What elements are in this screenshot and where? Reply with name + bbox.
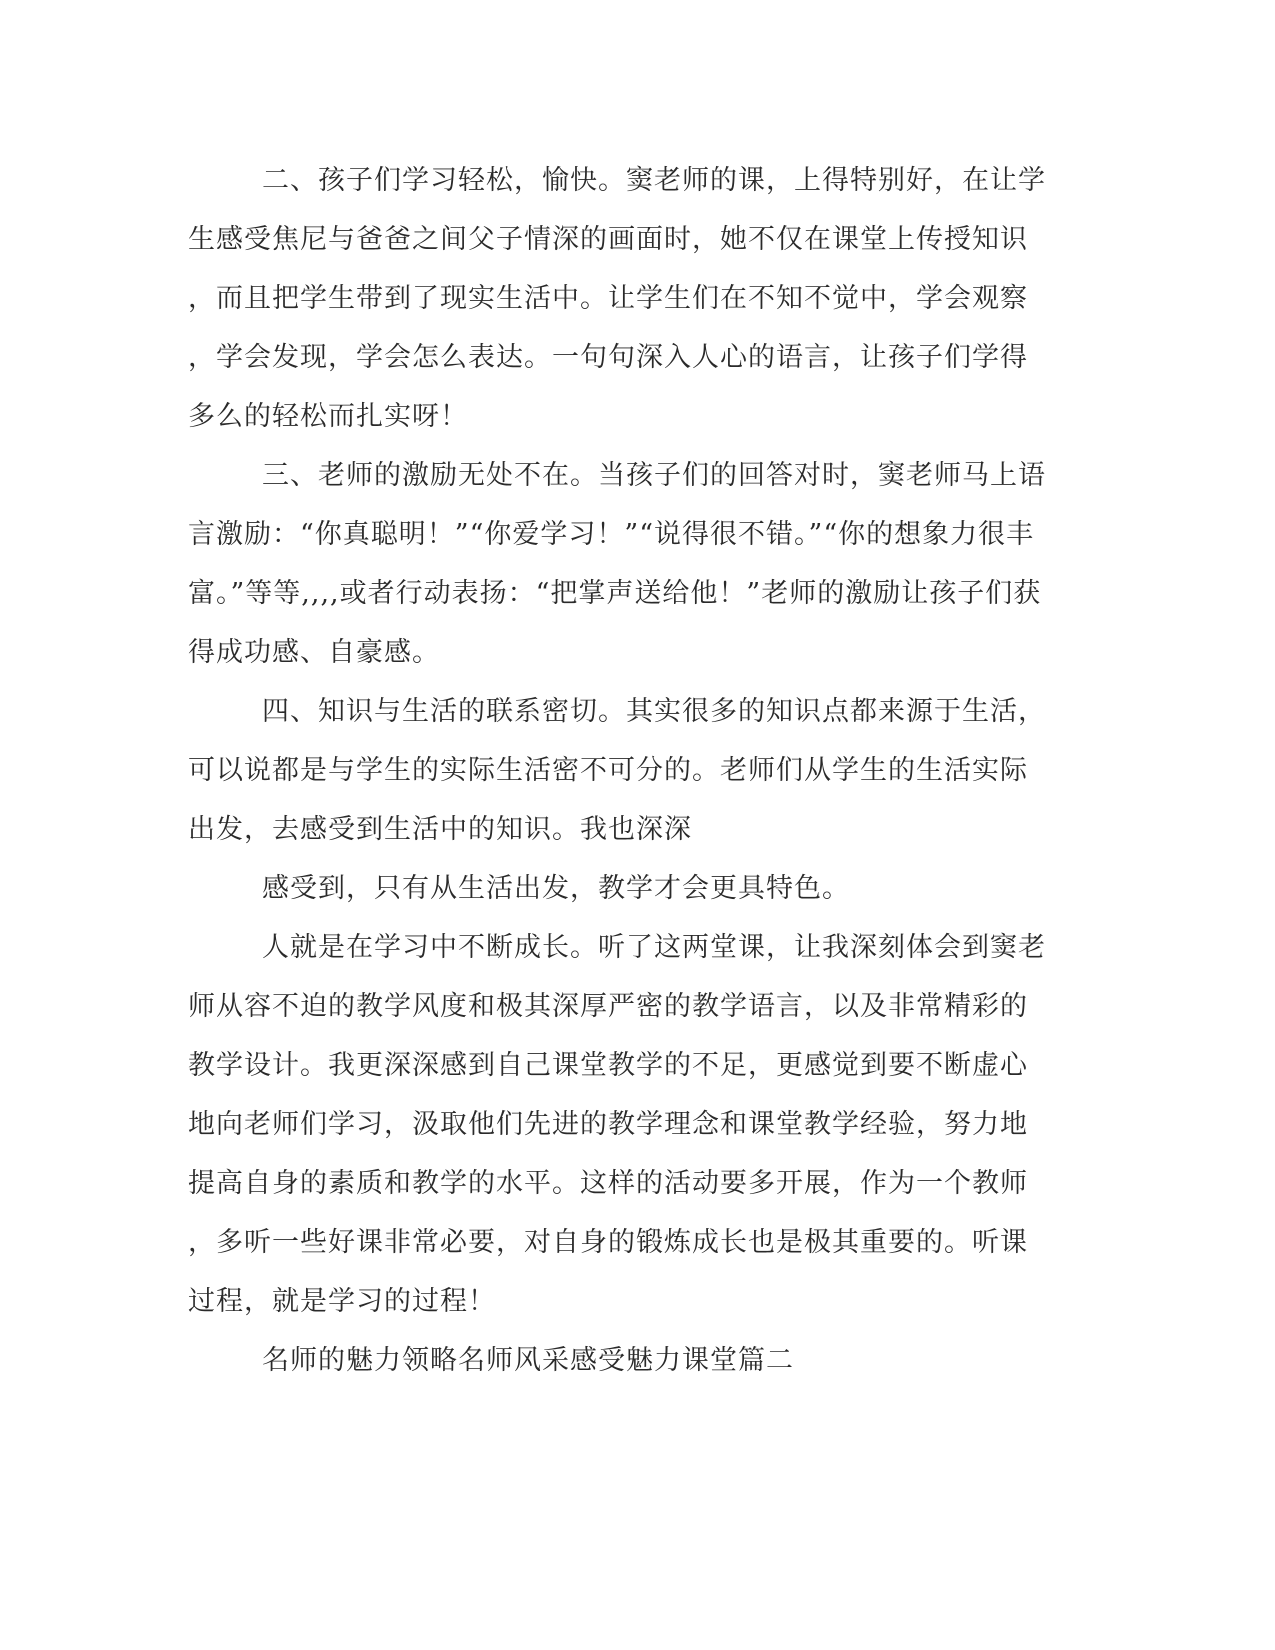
paragraph-line: 人就是在学习中不断成长。听了这两堂课，让我深刻体会到窦老 xyxy=(262,932,1046,963)
section-heading: 名师的魅力领略名师风采感受魅力课堂篇二 xyxy=(262,1345,794,1376)
paragraph-line: 得成功感、自豪感。 xyxy=(188,637,440,668)
paragraph-line: ，学会发现，学会怎么表达。一句句深入人心的语言，让孩子们学得 xyxy=(188,342,1028,373)
paragraph-line: 地向老师们学习，汲取他们先进的教学理念和课堂教学经验，努力地 xyxy=(188,1109,1028,1140)
paragraph-line: 过程，就是学习的过程！ xyxy=(188,1286,496,1317)
paragraph-line: ，多听一些好课非常必要，对自身的锻炼成长也是极其重要的。听课 xyxy=(188,1227,1028,1258)
paragraph-line: 教学设计。我更深深感到自己课堂教学的不足，更感觉到要不断虚心 xyxy=(188,1050,1028,1081)
paragraph-line: 可以说都是与学生的实际生活密不可分的。老师们从学生的生活实际 xyxy=(188,755,1028,786)
paragraph-line: 生感受焦尼与爸爸之间父子情深的画面时，她不仅在课堂上传授知识 xyxy=(188,224,1028,255)
paragraph-line: 言激励：“你真聪明！”“你爱学习！”“说得很不错。”“你的想象力很丰 xyxy=(188,519,1035,550)
paragraph-line: 感受到，只有从生活出发，教学才会更具特色。 xyxy=(262,873,850,904)
paragraph-line: 出发，去感受到生活中的知识。我也深深 xyxy=(188,814,692,845)
paragraph-line: 四、知识与生活的联系密切。其实很多的知识点都来源于生活， xyxy=(262,696,1046,727)
paragraph-line: 富。”等等,,,,或者行动表扬：“把掌声送给他！”老师的激励让孩子们获 xyxy=(188,578,1042,609)
paragraph-line: 师从容不迫的教学风度和极其深厚严密的教学语言，以及非常精彩的 xyxy=(188,991,1028,1022)
paragraph-line: 二、孩子们学习轻松，愉快。窦老师的课，上得特别好，在让学 xyxy=(262,165,1046,196)
paragraph-line: 多么的轻松而扎实呀！ xyxy=(188,401,468,432)
paragraph-line: 三、老师的激励无处不在。当孩子们的回答对时，窦老师马上语 xyxy=(262,460,1046,491)
paragraph-line: ，而且把学生带到了现实生活中。让学生们在不知不觉中，学会观察 xyxy=(188,283,1028,314)
paragraph-line: 提高自身的素质和教学的水平。这样的活动要多开展，作为一个教师 xyxy=(188,1168,1028,1199)
